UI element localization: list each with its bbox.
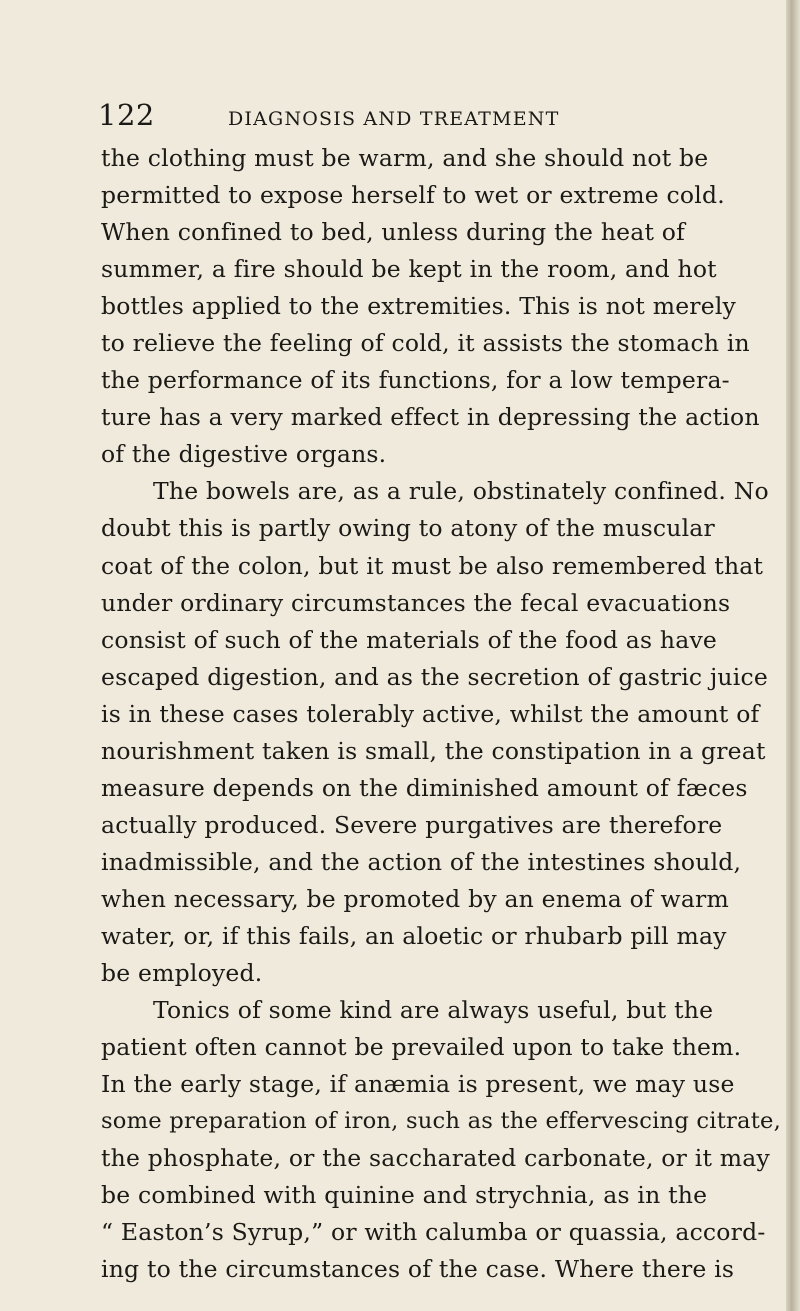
text-line: the performance of its functions, for a low tempera- [101, 366, 730, 395]
text-line: to relieve the feeling of cold, it assists the stomach in [101, 329, 750, 358]
text-line: inadmissible, and the action of the intestines should, [101, 847, 742, 876]
text-line: ing to the circumstances of the case. Where there is [101, 1255, 735, 1284]
text-line: when necessary, be promoted by an enema of warm [101, 884, 729, 913]
text-line: nourishment taken is small, the constipation in a great [101, 736, 766, 765]
text-line: some preparation of iron, such as the effervescing citrate, [101, 1108, 781, 1135]
text-line: ture has a very marked effect in depressing the action [101, 403, 760, 432]
text-line: under ordinary circumstances the fecal evacuations [101, 588, 731, 617]
text-line: consist of such of the materials of the food as have [101, 625, 718, 654]
page-header [0, 98, 800, 138]
text-line: actually produced. Severe purgatives are therefore [101, 810, 723, 839]
text-line: water, or, if this fails, an aloetic or rhubarb pill may [101, 921, 727, 950]
text-line: measure depends on the diminished amount of fæces [101, 773, 748, 802]
text-line: the phosphate, or the saccharated carbonate, or it may [101, 1144, 770, 1173]
text-line: bottles applied to the extremities. This is not merely [101, 292, 737, 321]
text-line: When confined to bed, unless during the heat of [101, 218, 686, 247]
text-line: In the early stage, if anæmia is present, we may use [101, 1070, 735, 1099]
text-line: of the digestive organs. [101, 440, 387, 469]
page-number: 122 [98, 98, 155, 132]
text-line: escaped digestion, and as the secretion of gastric juice [101, 662, 768, 691]
paragraph-start-line: The bowels are, as a rule, obstinately confined. No [153, 477, 769, 506]
text-line: “ Easton’s Syrup,” or with calumba or quassia, accord- [101, 1218, 766, 1247]
text-line: summer, a fire should be kept in the room, and hot [101, 255, 717, 284]
text-line: be employed. [101, 959, 263, 988]
text-line: be combined with quinine and strychnia, as in the [101, 1181, 708, 1210]
running-head: DIAGNOSIS AND TREATMENT [228, 108, 560, 130]
text-line: patient often cannot be prevailed upon to take them. [101, 1033, 742, 1062]
text-line: coat of the colon, but it must be also remembered that [101, 551, 764, 580]
text-line: is in these cases tolerably active, whilst the amount of [101, 699, 760, 728]
paragraph-start-line: Tonics of some kind are always useful, but the [153, 996, 714, 1025]
text-line: the clothing must be warm, and she should not be [101, 144, 709, 172]
body-text [101, 140, 800, 1288]
text-line: permitted to expose herself to wet or extreme cold. [101, 181, 725, 210]
text-line: doubt this is partly owing to atony of the muscular [101, 514, 715, 543]
